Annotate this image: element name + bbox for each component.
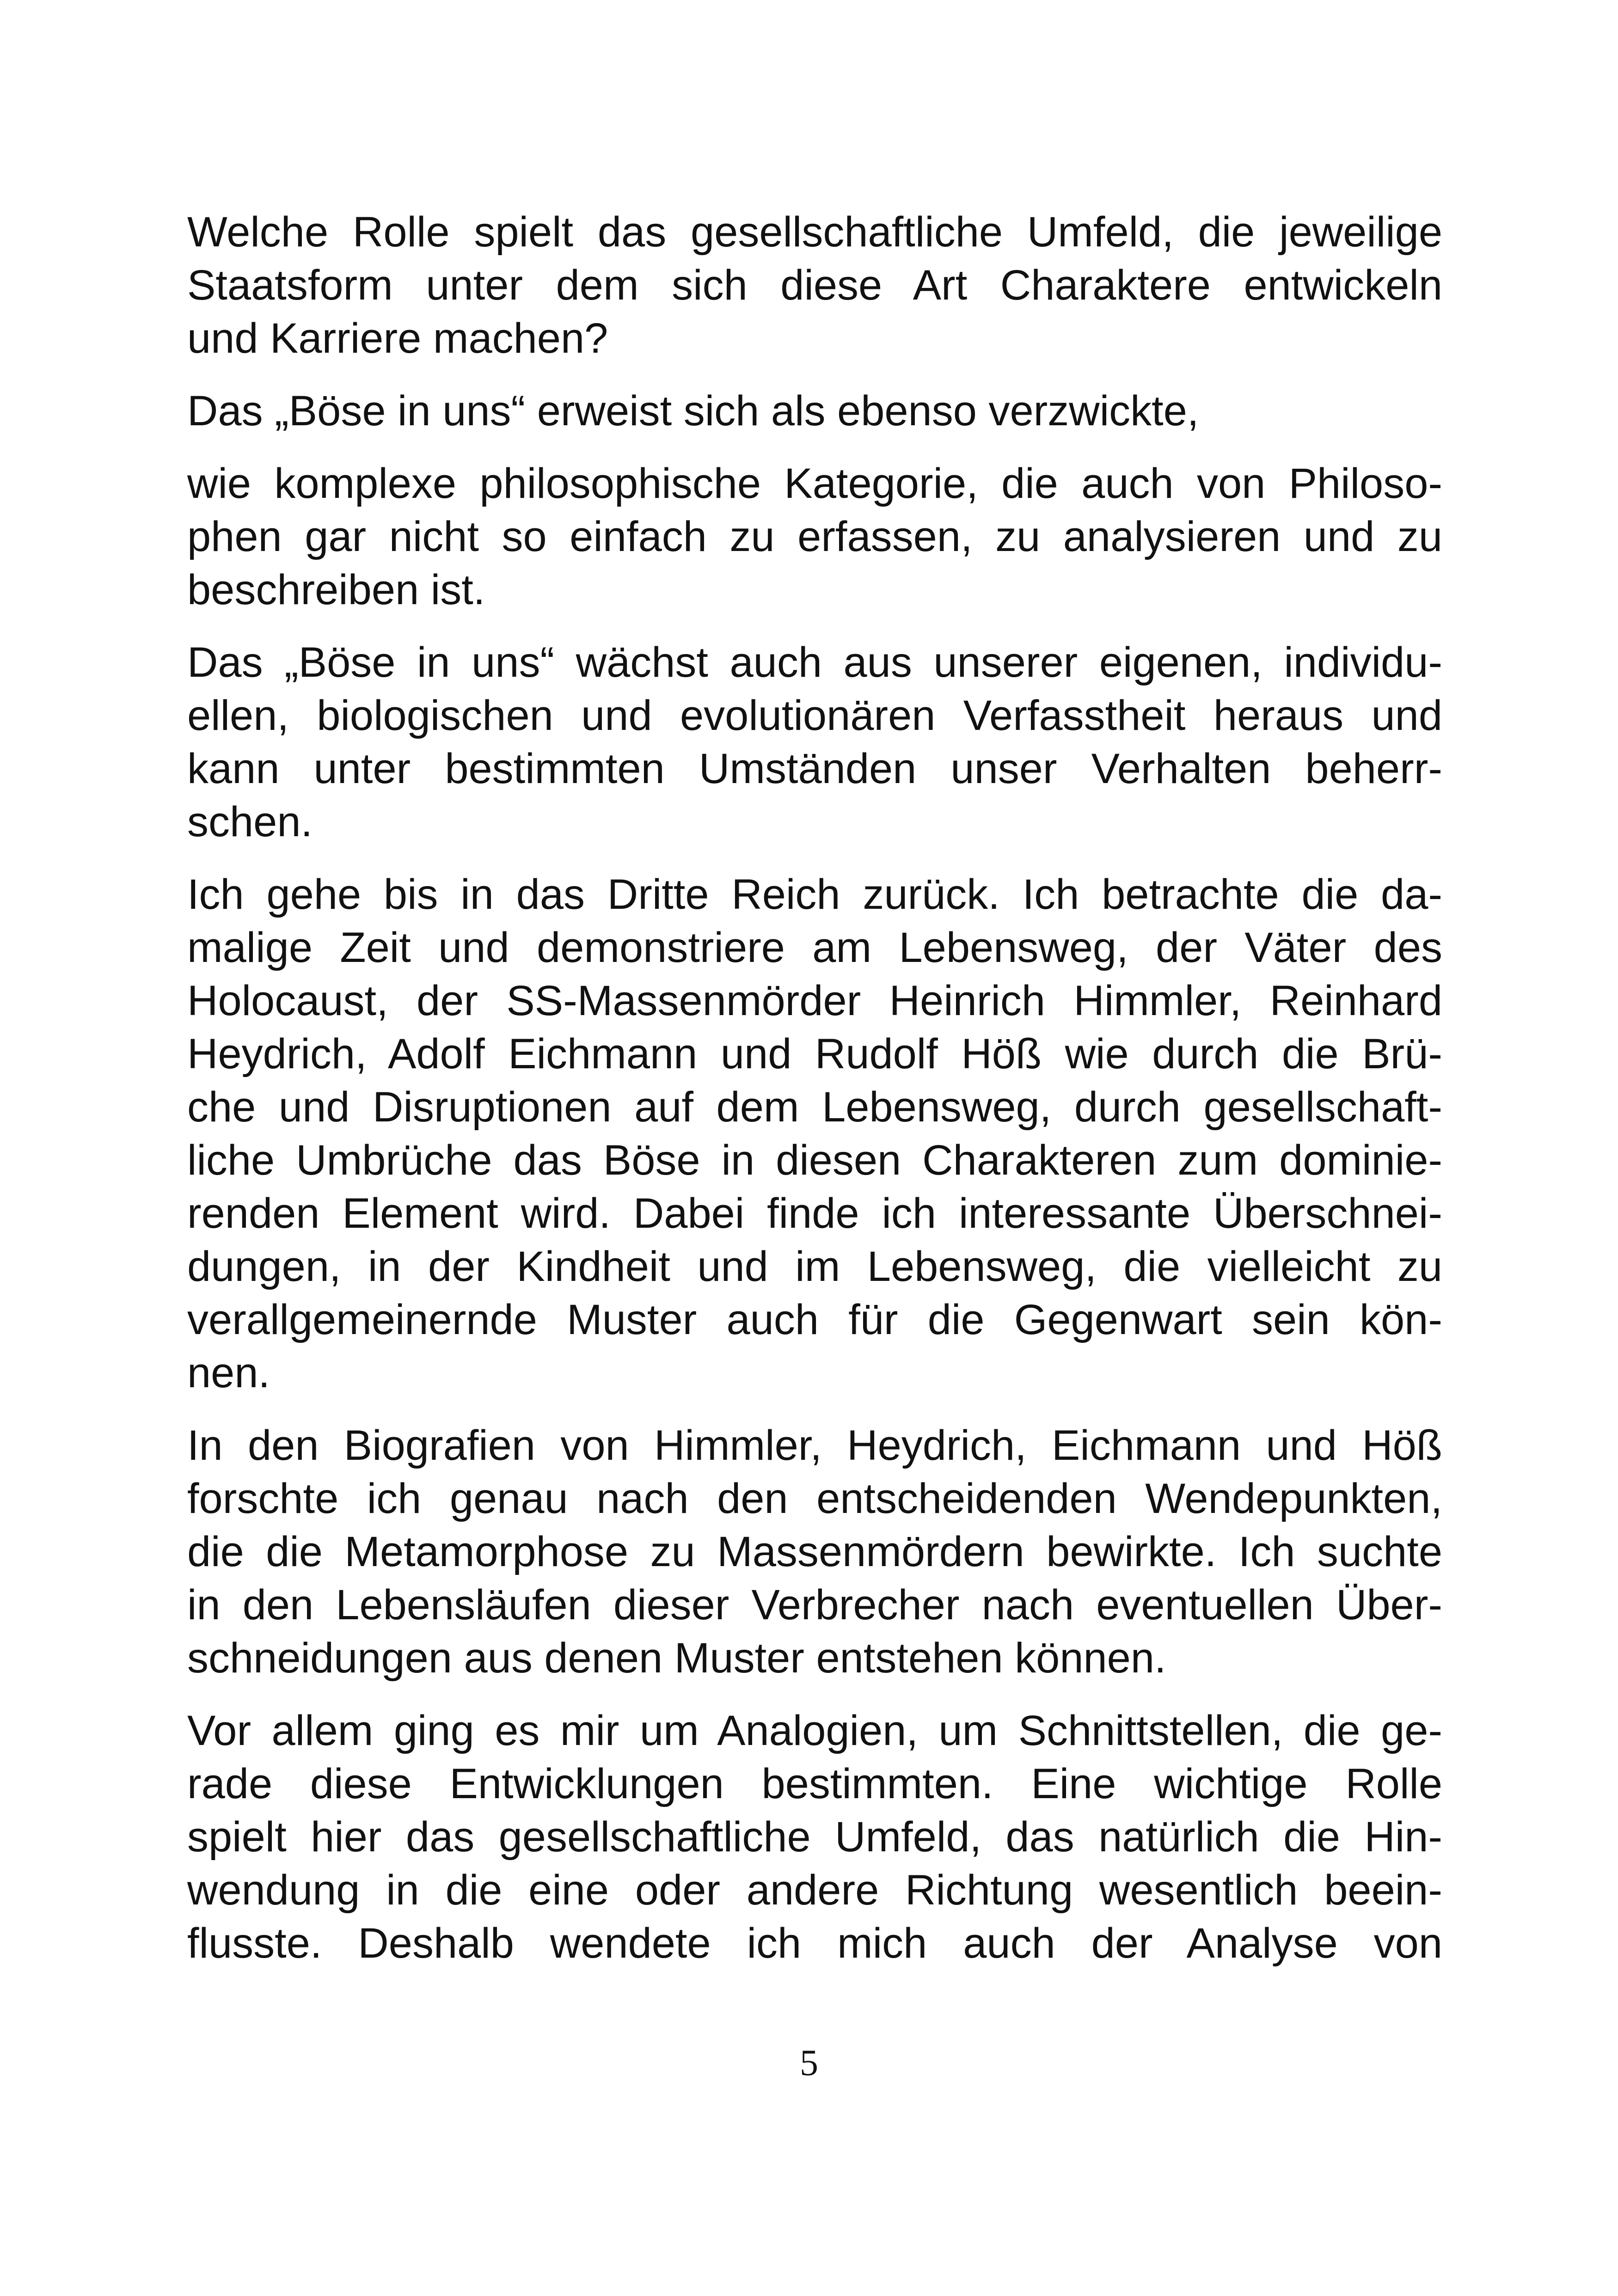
text-line: dungen, in der Kindheit und im Lebensweg, die vielleicht zu [187, 1243, 1442, 1290]
text-line: renden Element wird. Dabei finde ich interessante Überschnei- [187, 1190, 1442, 1237]
text-line: und Karriere machen? [187, 315, 608, 362]
text-line: die die Metamorphose zu Massenmördern bewirkte. Ich suchte [187, 1528, 1442, 1575]
paragraph [187, 457, 1442, 617]
text-line: spielt hier das gesellschaftliche Umfeld, das natürlich die Hin- [187, 1813, 1442, 1861]
paragraph [187, 1704, 1442, 1970]
text-line: Das „Böse in uns“ erweist sich als ebenso verzwickte, [187, 387, 1199, 435]
body-text [187, 206, 1442, 1990]
page-number: 5 [800, 2043, 818, 2083]
paragraph [187, 385, 1442, 438]
text-line: liche Umbrüche das Böse in diesen Charakteren zum dominie- [187, 1137, 1442, 1184]
text-line: wendung in die eine oder andere Richtung wesentlich beein- [187, 1867, 1442, 1914]
text-line: rade diese Entwicklungen bestimmten. Eine wichtige Rolle [187, 1760, 1442, 1807]
text-line: nen. [187, 1349, 270, 1396]
text-line: Holocaust, der SS-Massenmörder Heinrich Himmler, Reinhard [187, 977, 1442, 1024]
text-line: schneidungen aus denen Muster entstehen können. [187, 1635, 1166, 1682]
text-line: Das „Böse in uns“ wächst auch aus unserer eigenen, individu- [187, 639, 1442, 686]
text-line: wie komplexe philosophische Kategorie, die auch von Philoso- [187, 460, 1442, 507]
text-line: Ich gehe bis in das Dritte Reich zurück. Ich betrachte die da- [187, 871, 1442, 918]
text-line: malige Zeit und demonstriere am Lebensweg, der Väter des [187, 924, 1442, 971]
paragraph [187, 1419, 1442, 1685]
paragraph [187, 206, 1442, 365]
text-line: beschreiben ist. [187, 566, 485, 613]
paragraph [187, 868, 1442, 1400]
text-line: Welche Rolle spielt das gesellschaftliche Umfeld, die jeweilige [187, 208, 1442, 256]
text-line: forschte ich genau nach den entscheidenden Wendepunkten, [187, 1475, 1442, 1522]
paragraph [187, 636, 1442, 849]
text-line: in den Lebensläufen dieser Verbrecher nach eventuellen Über- [187, 1581, 1442, 1629]
text-line: verallgemeinernde Muster auch für die Gegenwart sein kön- [187, 1296, 1442, 1343]
text-line: In den Biografien von Himmler, Heydrich, Eichmann und Höß [187, 1422, 1442, 1469]
text-line: Heydrich, Adolf Eichmann und Rudolf Höß wie durch die Brü- [187, 1030, 1442, 1078]
text-line: schen. [187, 798, 313, 845]
text-line: Vor allem ging es mir um Analogien, um Schnittstellen, die ge- [187, 1707, 1442, 1754]
text-line: kann unter bestimmten Umständen unser Verhalten beherr- [187, 745, 1442, 792]
text-line: ellen, biologischen und evolutionären Verfasstheit heraus und [187, 692, 1442, 739]
text-line: che und Disruptionen auf dem Lebensweg, durch gesellschaft- [187, 1084, 1442, 1131]
text-line: Staatsform unter dem sich diese Art Charaktere entwickeln [187, 262, 1442, 309]
text-line: phen gar nicht so einfach zu erfassen, zu analysieren und zu [187, 513, 1442, 560]
text-line: flusste. Deshalb wendete ich mich auch der Analyse von [187, 1920, 1442, 1967]
